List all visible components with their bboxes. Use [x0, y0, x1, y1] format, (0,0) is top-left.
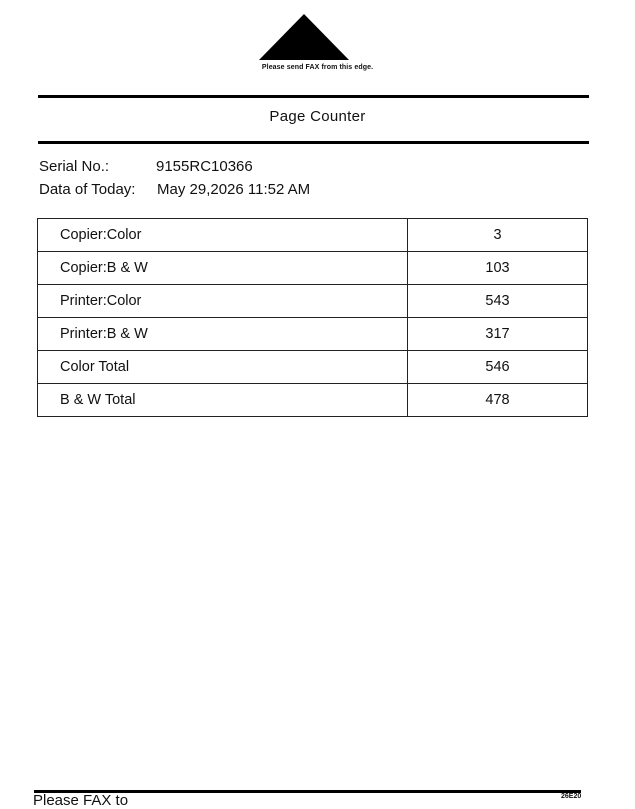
counter-value: 546 — [408, 351, 588, 384]
form-code: 26E20 — [561, 793, 582, 800]
table-row — [38, 252, 588, 285]
title-divider — [38, 141, 589, 144]
top-divider — [38, 95, 589, 98]
counter-label: Printer:B & W — [38, 318, 408, 351]
date-value: May 29,2026 11:52 AM — [157, 181, 311, 198]
table-row — [38, 219, 588, 252]
counter-value: 543 — [408, 285, 588, 318]
table-row — [38, 384, 588, 417]
counter-label: Copier:Color — [38, 219, 408, 252]
table-row — [38, 351, 588, 384]
page-counter-table — [37, 218, 588, 417]
table-row — [38, 285, 588, 318]
counter-label: B & W Total — [38, 384, 408, 417]
table-row — [38, 318, 588, 351]
counter-label: Color Total — [38, 351, 408, 384]
serial-row — [39, 158, 253, 175]
fax-to-label: Please FAX to — [33, 792, 129, 809]
date-label: Data of Today: — [39, 181, 136, 198]
counter-value: 317 — [408, 318, 588, 351]
serial-value: 9155RC10366 — [156, 158, 253, 175]
page-title: Page Counter — [269, 108, 366, 125]
counter-value: 103 — [408, 252, 588, 285]
counter-label: Copier:B & W — [38, 252, 408, 285]
counter-value: 478 — [408, 384, 588, 417]
date-row — [39, 181, 310, 198]
fax-edge-note: Please send FAX from this edge. — [261, 64, 374, 71]
serial-label: Serial No.: — [39, 158, 110, 175]
counter-value: 3 — [408, 219, 588, 252]
counter-label: Printer:Color — [38, 285, 408, 318]
fax-direction-triangle-icon — [259, 14, 349, 60]
